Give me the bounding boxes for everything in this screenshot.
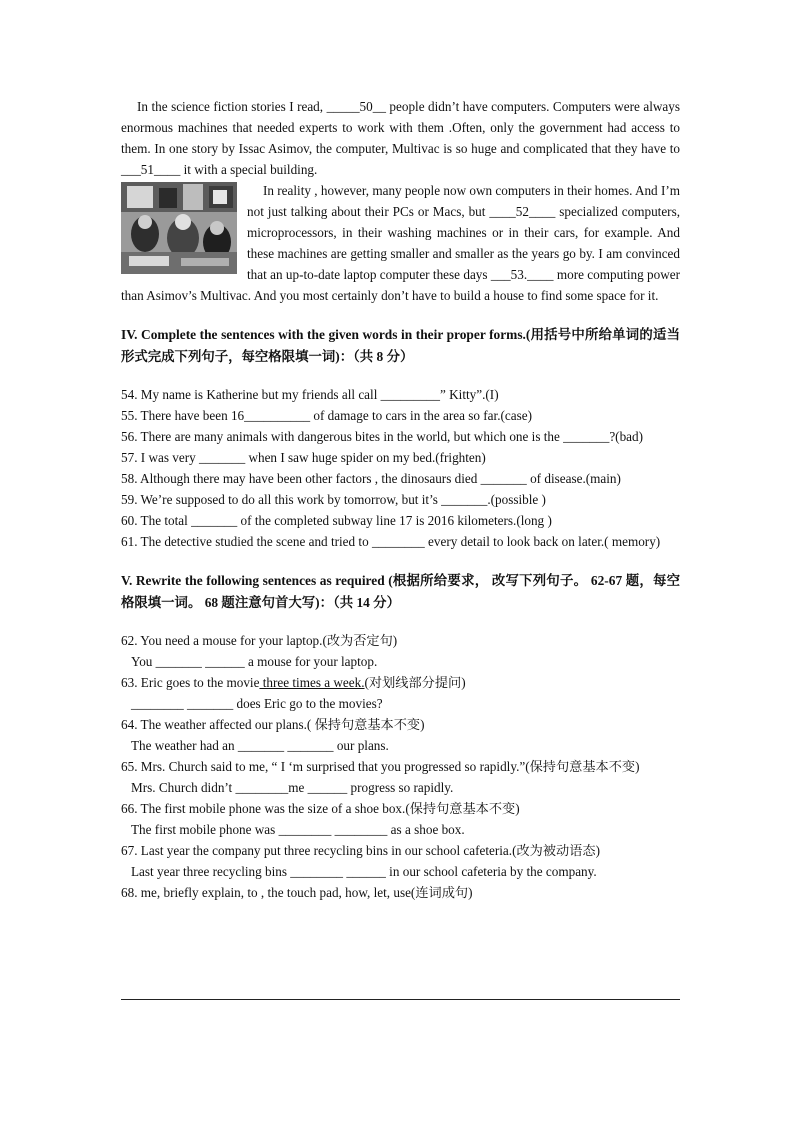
question-58: 58. Although there may have been other factors , the dinosaurs died _______ of disease.(main) — [121, 471, 621, 486]
question-55: 55. There have been 16__________ of damage to cars in the area so far.(case) — [121, 408, 532, 423]
question-63-instruction: (对划线部分提问) — [364, 675, 466, 690]
question-64: 64. The weather affected our plans.( 保持句意基本不变) — [121, 717, 425, 732]
question-68: 68. me, briefly explain, to , the touch pad, how, let, use(连词成句) — [121, 885, 473, 900]
answer-line-63: ________ _______ does Eric go to the movies? — [131, 696, 383, 711]
question-63-underlined: three times a week. — [259, 675, 365, 690]
question-59: 59. We’re supposed to do all this work by tomorrow, but it’s _______.(possible ) — [121, 492, 546, 507]
section-4-title: IV. Complete the sentences with the given words in their proper forms.(用括号中所给单词的适当形式完成下列句子，每空格限填一词)：（共 8 分） — [121, 327, 680, 364]
question-65: 65. Mrs. Church said to me, “ I ‘m surprised that you progressed so rapidly.”(保持句意基本不变) — [121, 759, 640, 774]
question-61: 61. The detective studied the scene and tried to ________ every detail to look back on later.( memory) — [121, 534, 661, 549]
question-63-text: 63. Eric goes to the movie — [121, 675, 260, 690]
passage-paragraph-2: In reality , however, many people now own computers in their homes. And I’m not just talking about their PCs or Macs, but ____52____ specialized computers, microprocessors, in their washing machines or in their cars, for example. And these machines are getting smaller and smaller as the years go by. I am convinced that an up-to-date laptop computer these days ___53.____ more computing power than Asimov’s Multivac. And you most certainly don’t have to build a house to find some space for it. — [121, 183, 680, 303]
answer-line-64: The weather had an _______ _______ our plans. — [131, 738, 389, 753]
section-4-items — [121, 384, 680, 552]
answer-rule-68 — [121, 999, 680, 1000]
question-67: 67. Last year the company put three recycling bins in our school cafeteria.(改为被动语态) — [121, 843, 600, 858]
question-62: 62. You need a mouse for your laptop.(改为否定句) — [121, 633, 398, 648]
answer-line-66: The first mobile phone was ________ ________ as a shoe box. — [131, 822, 465, 837]
answer-line-62: You _______ ______ a mouse for your laptop. — [131, 654, 378, 669]
question-54: 54. My name is Katherine but my friends all call _________” Kitty”.(I) — [121, 387, 499, 402]
answer-line-65: Mrs. Church didn’t ________me ______ progress so rapidly. — [131, 780, 454, 795]
answer-line-67: Last year three recycling bins ________ ______ in our school cafeteria by the company. — [131, 864, 597, 879]
section-5-title: V. Rewrite the following sentences as required (根据所给要求， 改写下列句子。 62-67 题，每空格限填一词。 68 题注意句首大写)：（共 14 分） — [121, 573, 680, 610]
question-66: 66. The first mobile phone was the size of a shoe box.(保持句意基本不变) — [121, 801, 520, 816]
worksheet-page — [121, 96, 680, 903]
question-63 — [121, 672, 680, 693]
question-57: 57. I was very _______ when I saw huge spider on my bed.(frighten) — [121, 450, 486, 465]
passage-paragraph-1: In the science fiction stories I read, _____50__ people didn’t have computers. Computers were always enormous machines that needed experts to work with them .Often, only the government had access to them. In one story by Issac Asimov, the computer, Multivac is so huge and complicated that they have to ___51____ it with a special building. — [121, 99, 680, 177]
section-5-items — [121, 630, 680, 903]
question-56: 56. There are many animals with dangerous bites in the world, but which one is the _______?(bad) — [121, 429, 644, 444]
question-60: 60. The total _______ of the completed subway line 17 is 2016 kilometers.(long ) — [121, 513, 552, 528]
photo-illustration-icon — [121, 182, 237, 274]
